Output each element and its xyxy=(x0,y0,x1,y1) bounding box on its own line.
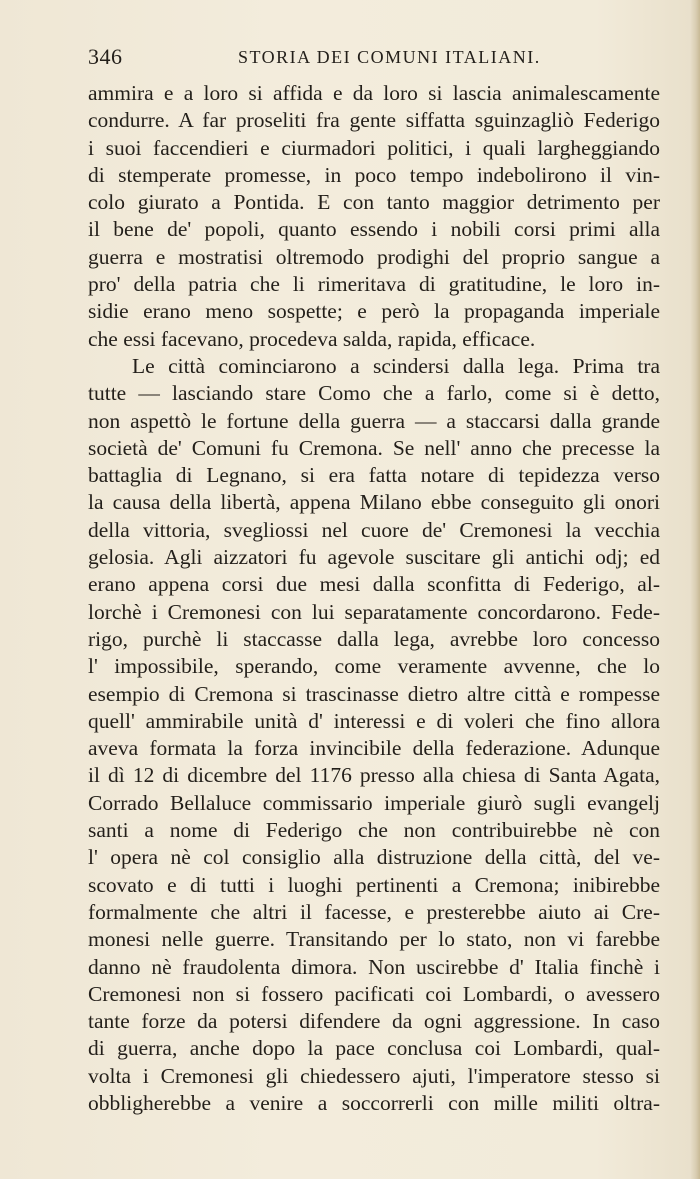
text-line: Corrado Bellaluce commissario imperiale giurò sugli evangelj xyxy=(88,790,660,815)
text-line: gelosia. Agli aizzatori fu agevole suscitare gli antichi odj; ed xyxy=(88,545,660,570)
text-line: il dì 12 di dicembre del 1176 presso alla chiesa di Santa Agata, xyxy=(88,763,660,788)
text-line: non aspettò le fortune della guerra — a staccarsi dalla grande xyxy=(88,408,660,433)
text-line: società de' Comuni fu Cremona. Se nell' anno che precesse la xyxy=(88,435,660,460)
text-line: lorchè i Cremonesi con lui separatamente concordarono. Fede- xyxy=(88,599,660,624)
text-line: battaglia di Legnano, si era fatta notare di tepidezza verso xyxy=(88,463,660,488)
text-line: obbligherebbe a venire a soccorrerli con mille militi oltra- xyxy=(88,1090,660,1115)
text-line: il bene de' popoli, quanto essendo i nobili corsi primi alla xyxy=(88,217,660,242)
text-line: monesi nelle guerre. Transitando per lo stato, non vi farebbe xyxy=(88,927,660,952)
text-line: che essi facevano, procedeva salda, rapida, efficace. xyxy=(88,326,536,351)
text-line: rigo, purchè li staccasse dalla lega, avrebbe loro concesso xyxy=(88,626,660,651)
running-title: STORIA DEI COMUNI ITALIANI. xyxy=(238,47,541,67)
text-line: guerra e mostratisi oltremodo prodighi del proprio sangue a xyxy=(88,244,660,269)
text-line: esempio di Cremona si trascinasse dietro altre città e rompesse xyxy=(88,681,660,706)
text-line: l' impossibile, sperando, come veramente avvenne, che lo xyxy=(88,654,660,679)
text-line: di guerra, anche dopo la pace conclusa coi Lombardi, qual- xyxy=(88,1036,660,1061)
text-line: volta i Cremonesi gli chiedessero ajuti, l'imperatore stesso si xyxy=(88,1063,660,1088)
body-text xyxy=(88,80,660,1117)
text-line: quell' ammirabile unità d' interessi e di voleri che fino allora xyxy=(88,708,660,733)
text-line: Le città cominciarono a scindersi dalla lega. Prima tra xyxy=(132,353,660,378)
text-line: formalmente che altri il facesse, e presterebbe aiuto ai Cre- xyxy=(88,899,660,924)
text-line: i suoi faccendieri e ciurmadori politici, i quali largheggiando xyxy=(88,135,660,160)
text-line: Cremonesi non si fossero pacificati coi Lombardi, o avessero xyxy=(88,981,660,1006)
text-line: erano appena corsi due mesi dalla sconfitta di Federigo, al- xyxy=(88,572,660,597)
page-header xyxy=(88,44,648,74)
text-line: la causa della libertà, appena Milano ebbe conseguito gli onori xyxy=(88,490,660,515)
text-line: di stemperate promesse, in poco tempo indebolirono il vin- xyxy=(88,162,660,187)
text-line: santi a nome di Federigo che non contribuirebbe nè con xyxy=(88,818,660,843)
text-line: pro' della patria che li rimeritava di gratitudine, le loro in- xyxy=(88,272,660,297)
page-edge xyxy=(690,0,700,1179)
text-line: tutte — lasciando stare Como che a farlo, come si è detto, xyxy=(88,381,660,406)
text-line: scovato e di tutti i luoghi pertinenti a Cremona; inibirebbe xyxy=(88,872,660,897)
text-line: della vittoria, svegliossi nel cuore de' Cremonesi la vecchia xyxy=(88,517,660,542)
text-line: condurre. A far proseliti fra gente siffatta sguinzagliò Federigo xyxy=(88,108,660,133)
text-line: tante forze da potersi difendere da ogni aggressione. In caso xyxy=(88,1009,660,1034)
text-line: colo giurato a Pontida. E con tanto maggior detrimento per xyxy=(88,190,660,215)
text-line: sidie erano meno sospette; e però la propaganda imperiale xyxy=(88,299,660,324)
page-number: 346 xyxy=(88,44,123,69)
text-line: danno nè fraudolenta dimora. Non uscirebbe d' Italia finchè i xyxy=(88,954,660,979)
text-line: aveva formata la forza invincibile della federazione. Adunque xyxy=(88,736,660,761)
text-line: ammira e a loro si affida e da loro si lascia animalescamente xyxy=(88,81,660,105)
text-line: l' opera nè col consiglio alla distruzione della città, del ve- xyxy=(88,845,660,870)
